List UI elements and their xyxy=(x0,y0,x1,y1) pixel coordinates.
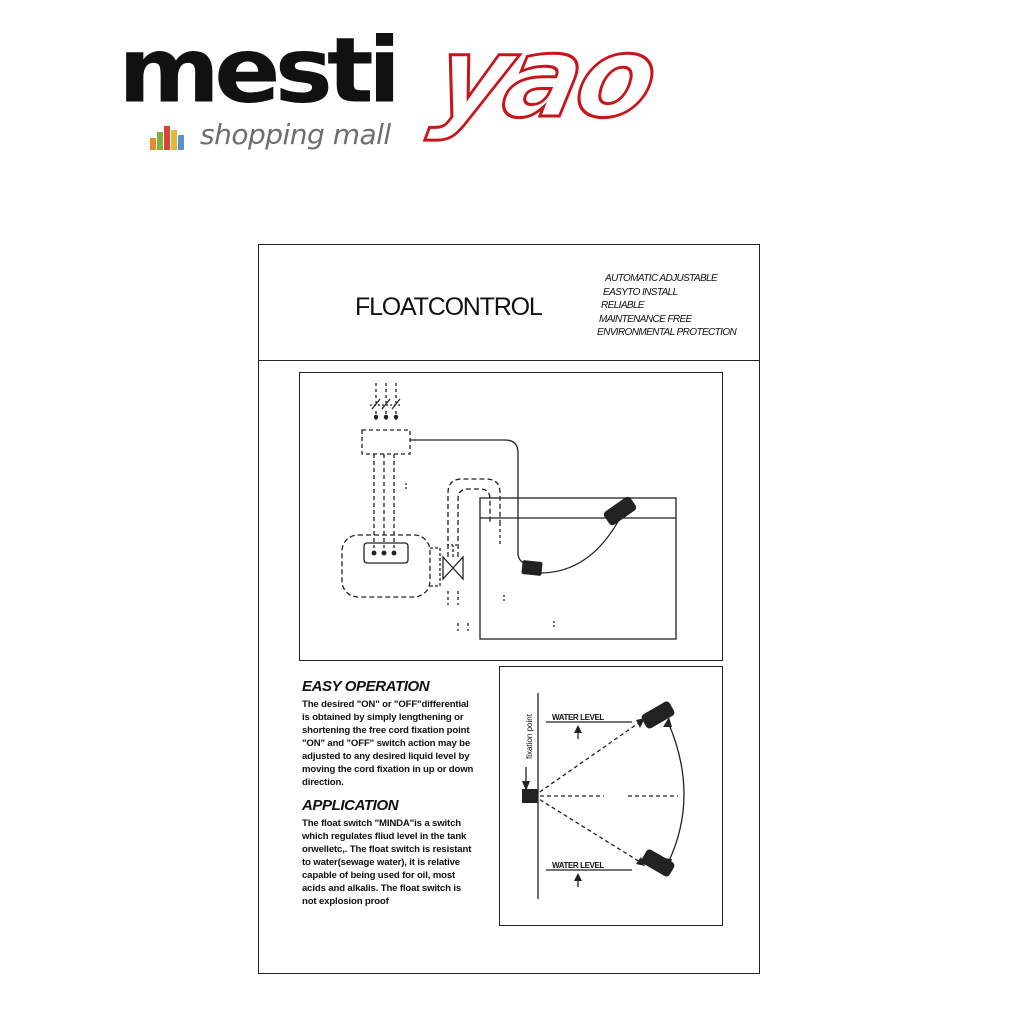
feature-item: MAINTENANCE FREE xyxy=(599,313,692,325)
page-title: FLOATCONTROL xyxy=(355,293,542,321)
feature-item: AUTOMATIC ADJUSTABLE xyxy=(605,273,718,284)
logo-tagline: shopping mall xyxy=(200,118,391,151)
water-level-bottom-label: WATER LEVEL xyxy=(552,861,604,870)
float-swing-diagram xyxy=(499,666,723,926)
brand-logo xyxy=(0,0,700,170)
feature-item: RELIABLE xyxy=(601,300,645,311)
feature-item: ENVIRONMENTAL PROTECTION xyxy=(597,327,737,338)
installation-schematic xyxy=(300,373,724,662)
easy-operation-heading: EASY OPERATION xyxy=(302,678,430,695)
feature-item: EASYTO INSTALL xyxy=(603,286,678,298)
installation-diagram xyxy=(299,372,723,661)
easy-operation-text: The desired "ON" or "OFF"differential is obtained by simply lengthening or shortening the free cord fixation point "ON" and "OFF" switch action may be adjusted to any desired liquid level by moving the cord fixation in up or down direction. xyxy=(302,699,474,788)
logo-mesti-text: mesti xyxy=(118,18,396,124)
shopping-bars-icon xyxy=(150,124,186,150)
sheet-header xyxy=(259,245,759,361)
logo-yao-text: yao xyxy=(424,13,666,143)
product-sheet xyxy=(258,244,760,974)
description-column xyxy=(302,678,498,908)
application-heading: APPLICATION xyxy=(302,797,399,814)
water-level-top-label: WATER LEVEL xyxy=(552,713,604,722)
fixation-point-label: fixation point xyxy=(525,714,534,759)
float-swing-schematic xyxy=(500,667,724,927)
application-text: The float switch "MINDA"is a switch which regulates fliud level in the tank orwelletc,. The float switch is resistant to water(sewage water), it is relative capable of being used for oil, most acids and alkalis. The float switch is not explosion proof xyxy=(302,818,472,907)
feature-list xyxy=(595,272,736,340)
